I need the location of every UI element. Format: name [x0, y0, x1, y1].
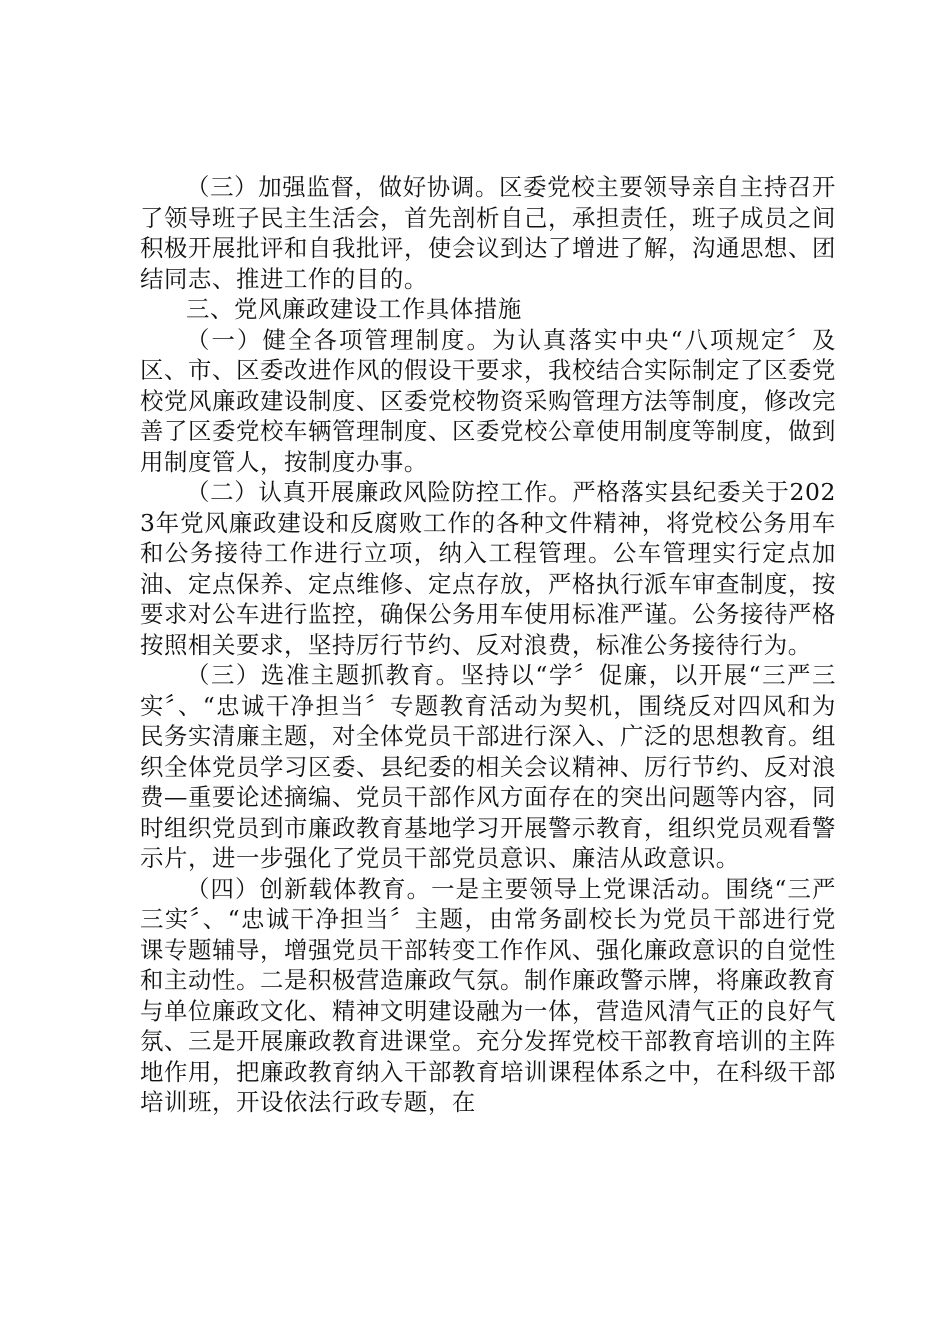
paragraph-risk-control: （二）认真开展廉政风险防控工作。严格落实县纪委关于2023年党风廉政建设和反腐败工作的各种文件精神，将党校公务用车和公务接待工作进行立项，纳入工程管理。公车管理实行定点加油、定点保养、定点维修、定点存放，严格执行派车审查制度，按要求对公车进行监控，确保公务用车使用标准严谨。公务接待严格按照相关要求，坚持厉行节约、反对浪费，标准公务接待行为。 — [140, 478, 836, 659]
paragraph-innovative-education: （四）创新载体教育。一是主要领导上党课活动。围绕“三严三实〞、“忠诚干净担当〞主题，由常务副校长为党员干部进行党课专题辅导，增强党员干部转变工作作风、强化廉政意识的自觉性和主动性。二是积极营造廉政气氛。制作廉政警示牌，将廉政教育与单位廉政文化、精神文明建设融为一体，营造风清气正的良好气氛、三是开展廉政教育进课堂。充分发挥党校干部教育培训的主阵地作用，把廉政教育纳入干部教育培训课程体系之中，在科级干部培训班，开设依法行政专题，在 — [140, 874, 836, 1116]
section-heading-measures: 三、党风廉政建设工作具体措施 — [186, 295, 522, 323]
paragraph-theme-education: （三）选准主题抓教育。坚持以“学〞促廉，以开展“三严三实〞、“忠诚干净担当〞专题教育活动为契机，围绕反对四风和为民务实清廉主题，对全体党员干部进行深入、广泛的思想教育。组织全体党员学习区委、县纪委的相关会议精神、厉行节约、反对浪费—重要论述摘编、党员干部作风方面存在的突出问题等内容，同时组织党员到市廉政教育基地学习开展警示教育，组织党员观看警示片，进一步强化了党员干部党员意识、廉洁从政意识。 — [140, 661, 836, 872]
paragraph-supervision: （三）加强监督，做好协调。区委党校主要领导亲自主持召开了领导班子民主生活会，首先剖析自己，承担责任，班子成员之间积极开展批评和自我批评，使会议到达了增进了解，沟通思想、团结同志、推进工作的目的。 — [140, 173, 836, 293]
paragraph-management-system: （一）健全各项管理制度。为认真落实中央“八项规定〞及区、市、区委改进作风的假设干要求，我校结合实际制定了区委党校党风廉政建设制度、区委党校物资采购管理方法等制度，修改完善了区委党校车辆管理制度、区委党校公章使用制度等制度，做到用制度管人，按制度办事。 — [140, 325, 836, 476]
document-page — [140, 172, 836, 1118]
